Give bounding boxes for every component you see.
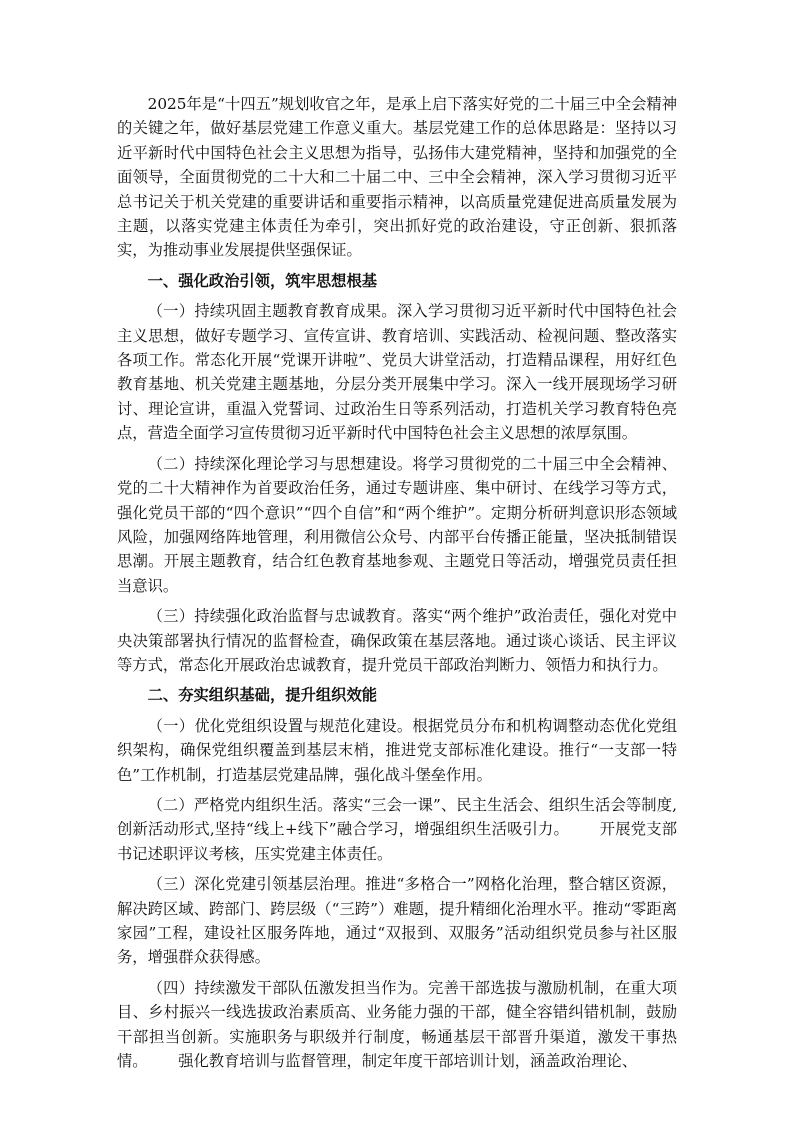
section-2-paragraph-4 xyxy=(117,976,677,1074)
intro-paragraph: 2025年是“十四五”规划收官之年，是承上启下落实好党的二十届三中全会精神的关键之年，做好基层党建工作意义重大。基层党建工作的总体思路是：坚持以习近平新时代中国特色社会主义思想为指导，弘扬伟大建党精神，坚持和加强党的全面领导，全面贯彻党的二十大和二十届二中、三中全会精神，深入学习贯彻习近平总书记关于机关党建的重要讲话和重要指示精神，以高质量党建促进高质量发展为主题，以落实党建主体责任为牵引，突出抓好党的政治建设，守正创新、狠抓落实，为推动事业发展提供坚强保证。 xyxy=(117,95,677,260)
section-2-heading: 二、夯实组织基础，提升组织效能 xyxy=(147,686,378,705)
section-2-paragraph-4-part-a: （四）持续激发干部队伍激发担当作为。完善干部选拔与激励机制，在重大项目、乡村振兴一线选拔政治素质高、业务能力强的干部，健全容错纠错机制，鼓励干部担当创新。实施职务与职级并行制度，畅通基层干部晋升渠道，激发干事热情。 xyxy=(117,978,677,1071)
section-2-paragraph-4-part-b: 强化教育培训与监督管理，制定年度干部培训计划，涵盖政治理论、 xyxy=(178,1052,638,1071)
section-2-paragraph-2 xyxy=(117,793,677,866)
section-2-paragraph-1: （一）优化党组织设置与规范化建设。根据党员分布和机构调整动态优化党组织架构，确保党组织覆盖到基层末梢，推进党支部标准化建设。推行“一支部一特色”工作机制，打造基层党建品牌，强化战斗堡垒作用。 xyxy=(117,716,677,784)
section-2-paragraph-2-part-a: （二）严格党内组织生活。落实“三会一课”、民主生活会、组织生活会等制度,创新活动形式,坚持“线上+线下”融合学习，增强组织生活吸引力。 xyxy=(117,795,677,839)
section-1-paragraph-2: （二）持续深化理论学习与思想建设。将学习贯彻党的二十届三中全会精神、党的二十大精神作为首要政治任务，通过专题讲座、集中研讨、在线学习等方式，强化党员干部的“四个意识”“四个自信”和“两个维护”。定期分析研判意识形态领域风险，加强网络阵地管理，利用微信公众号、内部平台传播正能量，坚决抵制错误思潮。开展主题教育，结合红色教育基地参观、主题党日等活动，增强党员责任担当意识。 xyxy=(117,454,677,595)
section-2-paragraph-3: （三）深化党建引领基层治理。推进“多格合一”网格化治理，整合辖区资源，解决跨区域、跨部门、跨层级（“三跨”）难题，提升精细化治理水平。推动“零距离家园”工程，建设社区服务阵地，通过“双报到、双服务”活动组织党员参与社区服务，增强群众获得感。 xyxy=(117,875,677,967)
section-2-paragraph-2-part-b: 开展党支部书记述职评议考核，压实党建主体责任。 xyxy=(117,820,677,863)
section-1-paragraph-3: （三）持续强化政治监督与忠诚教育。落实“两个维护”政治责任，强化对党中央决策部署执行情况的监督检查，确保政策在基层落地。通过谈心谈话、民主评议等方式，常态化开展政治忠诚教育，提升党员干部政治判断力、领悟力和执行力。 xyxy=(117,607,677,674)
section-1-heading: 一、强化政治引领，筑牢思想根基 xyxy=(147,271,378,290)
section-1-paragraph-1: （一）持续巩固主题教育教育成果。深入学习贯彻习近平新时代中国特色社会主义思想，做好专题学习、宣传宣讲、教育培训、实践活动、检视问题、整改落实各项工作。常态化开展“党课开讲啦”、党员大讲堂活动，打造精品课程，用好红色教育基地、机关党建主题基地，分层分类开展集中学习。深入一线开展现场学习研讨、理论宣讲，重温入党誓词、过政治生日等系列活动，打造机关学习教育特色亮点，营造全面学习宣传贯彻习近平新时代中国特色社会主义思想的浓厚氛围。 xyxy=(117,302,677,443)
document-body xyxy=(117,92,677,1079)
